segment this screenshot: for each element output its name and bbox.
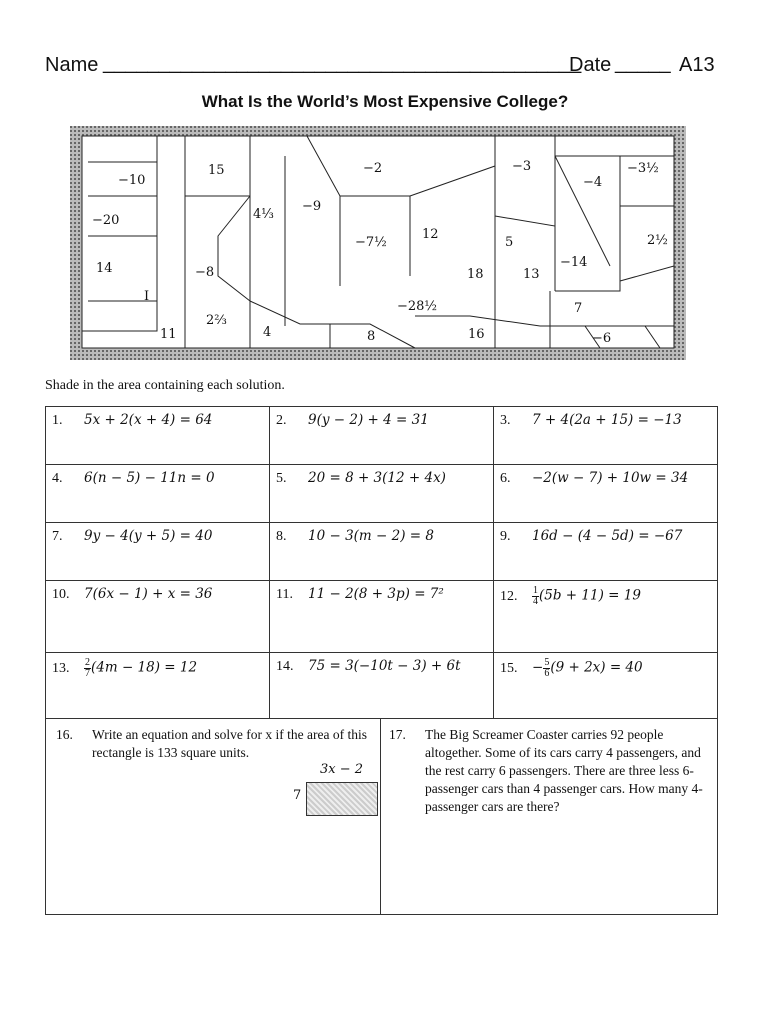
date-label: Date	[569, 54, 612, 76]
word-problems	[45, 718, 718, 915]
fraction-coefficient: $\frac{2}{7}$	[85, 657, 90, 679]
problem-number: 5.	[276, 471, 287, 486]
problem-cell[interactable]	[46, 581, 270, 653]
problem-number: 6.	[500, 471, 511, 486]
puzzle-label: 18	[467, 267, 484, 282]
problem-number: 11.	[276, 587, 293, 602]
name-line[interactable]: ___________________________________________	[103, 52, 582, 74]
puzzle-label: 8	[367, 329, 376, 344]
puzzle-label: −3	[512, 159, 532, 174]
problem-row	[46, 581, 718, 653]
puzzle-label: −28½	[397, 299, 438, 314]
puzzle-label: −4	[583, 175, 603, 190]
puzzle-label: 5	[505, 235, 514, 250]
puzzle-label: −7½	[355, 235, 387, 250]
problem-cell[interactable]	[270, 653, 494, 719]
puzzle-label: −8	[195, 265, 215, 280]
date-line[interactable]: _____	[615, 52, 671, 74]
puzzle-label: 13	[523, 267, 540, 282]
problem-cell[interactable]	[494, 523, 718, 581]
puzzle-label: −6	[592, 331, 612, 346]
puzzle-label: 11	[160, 327, 177, 342]
problem-16[interactable]	[46, 718, 381, 914]
problem-text: Write an equation and solve for x if the area of this rectangle is 133 square units.	[92, 727, 367, 760]
equation: 7(6x − 1) + x = 36	[84, 586, 213, 602]
equation: 20 = 8 + 3(12 + 4x)	[308, 470, 446, 486]
problem-cell[interactable]	[46, 407, 270, 465]
problem-number: 16.	[56, 727, 73, 742]
problem-number: 14.	[276, 659, 294, 674]
shading-puzzle	[70, 126, 686, 360]
problem-row	[46, 653, 718, 719]
instructions: Shade in the area containing each solution.	[45, 378, 285, 393]
problem-cell[interactable]	[270, 465, 494, 523]
problem-number: 2.	[276, 413, 287, 428]
page-title: What Is the World’s Most Expensive College?	[201, 92, 569, 111]
equation: 5x + 2(x + 4) = 64	[84, 412, 213, 428]
puzzle-label: 12	[422, 227, 439, 242]
problem-grid	[45, 406, 718, 719]
equation: 16d − (4 − 5d) = −67	[532, 528, 683, 544]
problem-cell[interactable]	[270, 523, 494, 581]
equation: 75 = 3(−10t − 3) + 6t	[308, 658, 461, 674]
problem-cell[interactable]	[46, 653, 270, 719]
equation: (9 + 2x) = 40	[550, 659, 643, 676]
puzzle-label: 2⅔	[206, 313, 227, 328]
equation: 9y − 4(y + 5) = 40	[84, 528, 213, 544]
problem-number: 13.	[52, 660, 70, 676]
problem-row	[46, 407, 718, 465]
rectangle-figure	[306, 782, 378, 816]
puzzle-label: −14	[560, 255, 588, 270]
problem-number: 10.	[52, 587, 70, 602]
equation: (5b + 11) = 19	[539, 587, 641, 604]
problem-cell[interactable]	[494, 581, 718, 653]
puzzle-label: −20	[92, 213, 120, 228]
negative-sign: −	[532, 659, 544, 676]
puzzle-label: −9	[302, 199, 322, 214]
problem-cell[interactable]	[270, 581, 494, 653]
equation: (4m − 18) = 12	[91, 659, 198, 676]
equation: 11 − 2(8 + 3p) = 7²	[308, 586, 444, 602]
problem-number: 15.	[500, 660, 518, 676]
problem-number: 9.	[500, 529, 511, 544]
problem-cell[interactable]	[494, 407, 718, 465]
problem-17[interactable]	[381, 718, 717, 914]
problem-cell[interactable]	[270, 407, 494, 465]
puzzle-label: −2	[363, 161, 383, 176]
problem-number: 4.	[52, 471, 63, 486]
problem-number: 12.	[500, 588, 518, 604]
fraction-coefficient: $\frac{1}{4}$	[533, 585, 538, 607]
equation: −2(w − 7) + 10w = 34	[532, 470, 689, 486]
fraction-coefficient: $\frac{5}{6}$	[544, 657, 550, 679]
problem-number: 8.	[276, 529, 287, 544]
puzzle-label: 2½	[647, 233, 668, 248]
puzzle-label: 16	[468, 327, 485, 342]
problem-cell[interactable]	[494, 653, 718, 719]
problem-row	[46, 465, 718, 523]
problem-number: 7.	[52, 529, 63, 544]
problem-cell[interactable]	[46, 523, 270, 581]
puzzle-label: 7	[574, 301, 583, 316]
puzzle-label: −10	[118, 173, 146, 188]
header	[45, 54, 720, 84]
problem-row	[46, 523, 718, 581]
problem-text: The Big Screamer Coaster carries 92 people altogether. Some of its cars carry 4 passengers, and the rest carry 6 passengers. There are three less 6-passenger cars than 4 passenger cars. How many 4-passenger cars are there?	[425, 727, 703, 814]
problem-number: 17.	[389, 727, 406, 742]
puzzle-label: 14	[96, 261, 113, 276]
worksheet-code: A13	[679, 54, 715, 76]
rectangle-height-label: 7	[293, 788, 302, 803]
equation: 6(n − 5) − 11n = 0	[84, 470, 215, 486]
equation: 9(y − 2) + 4 = 31	[308, 412, 429, 428]
puzzle-label: I	[144, 289, 150, 304]
puzzle-label: 15	[208, 163, 225, 178]
problem-number: 1.	[52, 413, 63, 428]
problem-cell[interactable]	[494, 465, 718, 523]
puzzle-label: 4⅓	[253, 207, 274, 222]
puzzle-label: 4	[263, 325, 272, 340]
name-label: Name	[45, 54, 99, 76]
puzzle-label: −3½	[627, 161, 659, 176]
problem-number: 3.	[500, 413, 511, 428]
problem-cell[interactable]	[46, 465, 270, 523]
equation: 10 − 3(m − 2) = 8	[308, 528, 434, 544]
equation: 7 + 4(2a + 15) = −13	[532, 412, 682, 428]
rectangle-width-label: 3x − 2	[320, 762, 364, 777]
